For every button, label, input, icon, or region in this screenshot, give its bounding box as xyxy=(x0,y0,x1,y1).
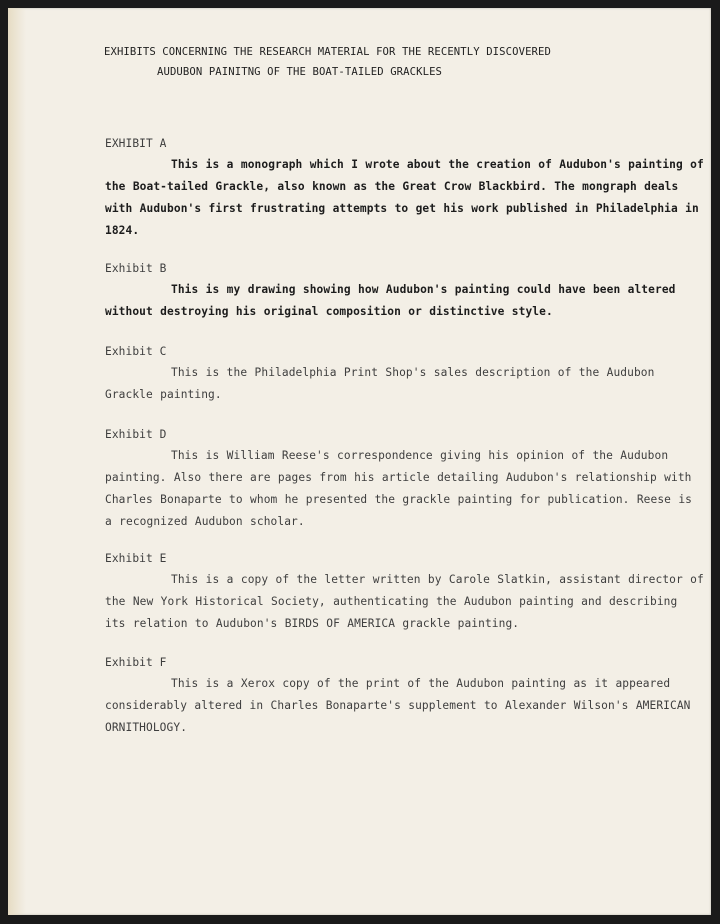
exhibit-description: This is William Reese's correspondence giving his opinion of the Audubon painting. Also there are pages from his article detailing Audubon's relationship with Charles Bonaparte to whom he presented the grackle painting for publication. Reese is a recognized Audubon scholar. xyxy=(105,449,693,528)
exhibit-heading: Exhibit E xyxy=(105,552,167,565)
exhibit-d xyxy=(105,425,705,533)
exhibit-description: This is the Philadelphia Print Shop's sales description of the Audubon Grackle painting. xyxy=(105,366,655,401)
exhibit-c xyxy=(105,342,705,406)
document-title-line-1: EXHIBITS CONCERNING THE RESEARCH MATERIAL FOR THE RECENTLY DISCOVERED xyxy=(104,46,551,58)
exhibit-description: This is a Xerox copy of the print of the Audubon painting as it appeared considerably altered in Charles Bonaparte's supplement to Alexander Wilson's AMERICAN ORNITHOLOGY. xyxy=(105,677,691,734)
document-body xyxy=(8,8,711,915)
exhibit-heading: Exhibit D xyxy=(105,428,167,441)
exhibit-heading: Exhibit C xyxy=(105,345,167,358)
exhibit-b xyxy=(105,259,705,323)
exhibit-f xyxy=(105,653,705,739)
exhibit-description: This is a monograph which I wrote about the creation of Audubon's painting of the Boat-tailed Grackle, also known as the Great Crow Blackbird. The mongraph deals with Audubon's first frustrating attempts to get his work published in Philadelphia in 1824. xyxy=(105,158,704,237)
typed-page xyxy=(8,8,711,915)
exhibit-heading: Exhibit F xyxy=(105,656,167,669)
exhibit-description: This is my drawing showing how Audubon's painting could have been altered without destroying his original composition or distinctive style. xyxy=(105,283,676,318)
exhibit-e xyxy=(105,549,705,635)
exhibit-heading: EXHIBIT A xyxy=(105,137,167,150)
exhibit-description: This is a copy of the letter written by Carole Slatkin, assistant director of the New York Historical Society, authenticating the Audubon painting and describing its relation to Audubon's BIRDS OF AMERICA grackle painting. xyxy=(105,573,704,630)
exhibit-a xyxy=(105,134,705,242)
document-title-line-2: AUDUBON PAINITNG OF THE BOAT-TAILED GRACKLES xyxy=(157,66,443,78)
exhibit-heading: Exhibit B xyxy=(105,262,167,275)
